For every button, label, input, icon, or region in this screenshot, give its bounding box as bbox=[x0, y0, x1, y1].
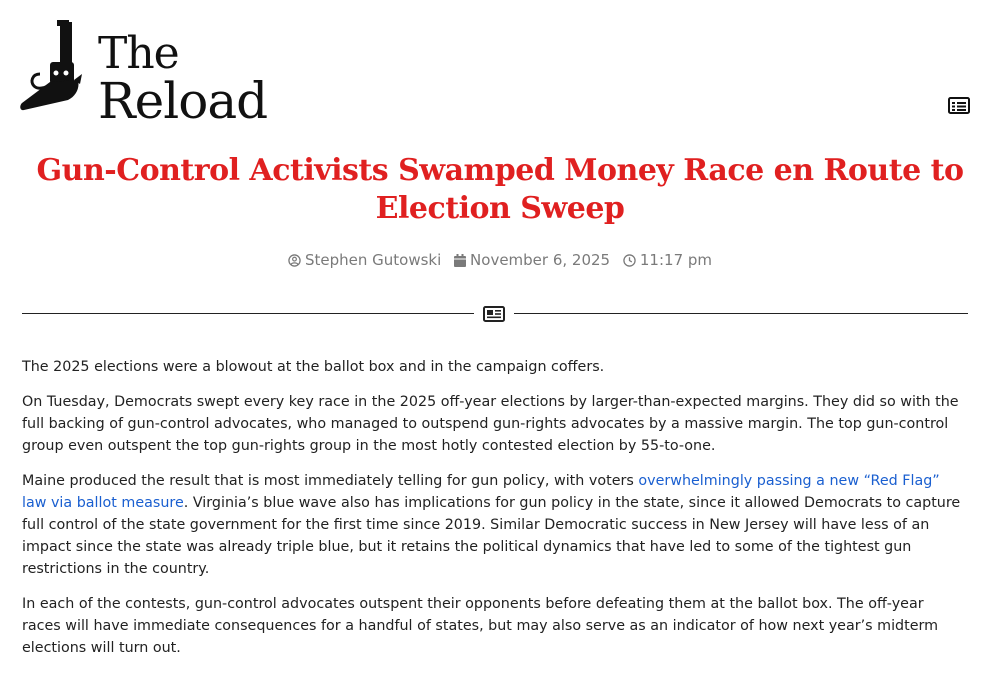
revolver-icon bbox=[20, 18, 100, 114]
paragraph-1: The 2025 elections were a blowout at the ballot box and in the campaign coffers. bbox=[22, 359, 605, 375]
author-name: Stephen Gutowski bbox=[304, 251, 442, 269]
clock-icon bbox=[623, 254, 636, 267]
paragraph-3-text-after: . Virginia’s blue wave also has implications for gun policy in the state, since it allowed Democrats to capture full control of the state government for the first time since 2019. Similar Democratic success in New Jersey will have less of an impact since the state was already triple blue, but it retains the political dynamics that have led to some of the tightest gun restrictions in the country. bbox=[22, 495, 961, 577]
time-meta bbox=[623, 250, 712, 270]
article-date: November 6, 2025 bbox=[470, 251, 611, 269]
divider-line-left bbox=[22, 313, 474, 314]
paragraph-3-text-before: Maine produced the result that is most immediately telling for gun policy, with voters bbox=[22, 473, 639, 489]
article-meta bbox=[0, 250, 1000, 272]
logo-text-reload: Reload bbox=[98, 72, 268, 130]
user-circle-icon bbox=[288, 254, 301, 267]
logo-text-the: The bbox=[98, 28, 179, 79]
menu-icon bbox=[948, 96, 970, 116]
article-time: 11:17 pm bbox=[639, 251, 713, 269]
paragraph-4: In each of the contests, gun-control advocates outspent their opponents before defeating them at the ballot box. The off-year races will have immediate consequences for a handful of states, but may also serve as an indicator of how next year’s midterm elections will turn out. bbox=[22, 596, 939, 656]
red-flag-law-link[interactable]: overwhelmingly passing a new “Red Flag” law via ballot measure bbox=[22, 473, 940, 511]
calendar-icon bbox=[454, 254, 466, 267]
site-logo[interactable] bbox=[20, 18, 268, 130]
paragraph-3 bbox=[22, 470, 966, 580]
paragraph-2: On Tuesday, Democrats swept every key race in the 2025 off-year elections by larger-than-expected margins. They did so with the full backing of gun-control advocates, who managed to outspend gun-rights advocates by a massive margin. The top gun-control group even outspent the top gun-rights group in the most hotly contested election by 55-to-one. bbox=[22, 394, 959, 454]
article-body bbox=[22, 356, 966, 672]
divider-line-right bbox=[514, 313, 968, 314]
site-header bbox=[0, 0, 1000, 130]
article-title: Gun-Control Activists Swamped Money Race en Route to Election Sweep bbox=[36, 153, 964, 226]
newspaper-icon bbox=[483, 306, 505, 322]
menu-button[interactable] bbox=[948, 96, 970, 116]
author-meta[interactable] bbox=[288, 250, 441, 270]
date-meta[interactable] bbox=[454, 250, 610, 270]
